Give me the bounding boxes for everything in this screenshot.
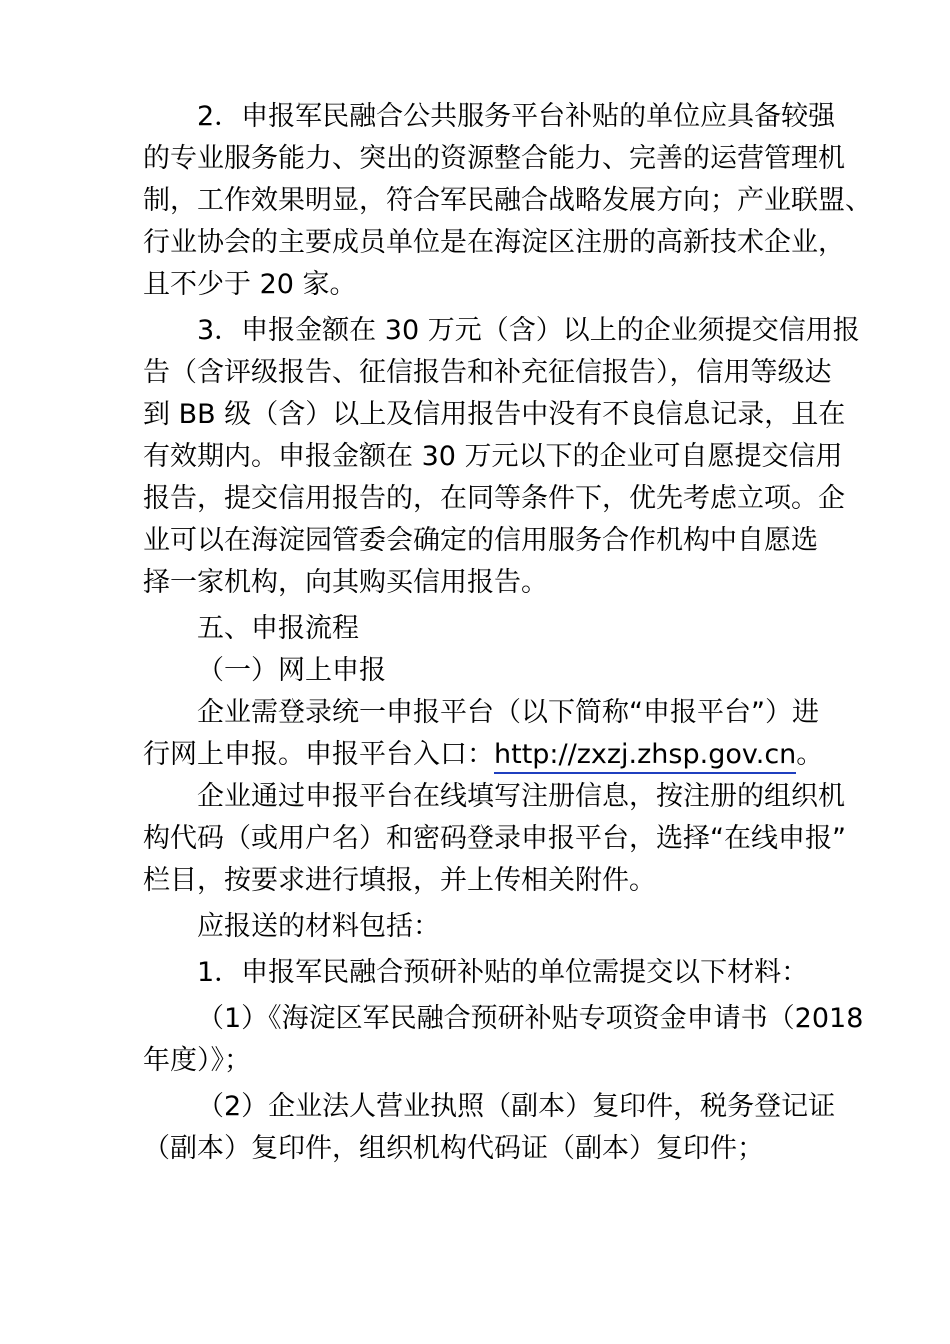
paragraph-line: 应报送的材料包括： — [197, 911, 440, 942]
section-heading: 五、申报流程 — [197, 613, 359, 644]
paragraph-line: 的专业服务能力、突出的资源整合能力、完善的运营管理机 — [143, 143, 845, 174]
paragraph-line: 制，工作效果明显，符合军民融合战略发展方向；产业联盟、 — [143, 185, 872, 216]
list-item-line: （2）企业法人营业执照（副本）复印件，税务登记证 — [197, 1091, 836, 1122]
paragraph-line: 3．申报金额在 30 万元（含）以上的企业须提交信用报 — [197, 315, 860, 346]
paragraph-line: 且不少于 20 家。 — [143, 269, 357, 300]
link-suffix: 。 — [796, 739, 824, 770]
paragraph-line: 行业协会的主要成员单位是在海淀区注册的高新技术企业， — [143, 227, 845, 258]
paragraph-line: 择一家机构，向其购买信用报告。 — [143, 567, 548, 598]
document-body — [143, 96, 872, 1170]
paragraph-line: 构代码（或用户名）和密码登录申报平台，选择“在线申报” — [143, 823, 846, 854]
paragraph-line: 告（含评级报告、征信报告和补充征信报告），信用等级达 — [143, 357, 832, 388]
paragraph-line-with-link — [143, 734, 824, 776]
paragraph-line: 到 BB 级（含）以上及信用报告中没有不良信息记录，且在 — [143, 399, 846, 430]
link-prefix: 行网上申报。申报平台入口： — [143, 739, 494, 770]
list-heading: 1．申报军民融合预研补贴的单位需提交以下材料： — [197, 957, 809, 988]
paragraph-line: 栏目，按要求进行填报，并上传相关附件。 — [143, 865, 656, 896]
platform-url-link[interactable]: http://zxzj.zhsp.gov.cn — [494, 739, 796, 774]
subsection-heading: （一）网上申报 — [197, 655, 386, 686]
list-item-line: （副本）复印件，组织机构代码证（副本）复印件； — [143, 1133, 764, 1164]
paragraph-line: 业可以在海淀园管委会确定的信用服务合作机构中自愿选 — [143, 525, 818, 556]
paragraph-line: 2．申报军民融合公共服务平台补贴的单位应具备较强 — [197, 101, 836, 132]
paragraph-line: 有效期内。申报金额在 30 万元以下的企业可自愿提交信用 — [143, 441, 843, 472]
paragraph-line: 企业通过申报平台在线填写注册信息，按注册的组织机 — [197, 781, 845, 812]
paragraph-line: 报告，提交信用报告的，在同等条件下，优先考虑立项。企 — [143, 483, 845, 514]
paragraph-line: 企业需登录统一申报平台（以下简称“申报平台”）进 — [197, 697, 819, 728]
list-item-line: 年度）》； — [143, 1045, 251, 1076]
list-item-line: （1）《海淀区军民融合预研补贴专项资金申请书（2018 — [197, 1003, 864, 1034]
